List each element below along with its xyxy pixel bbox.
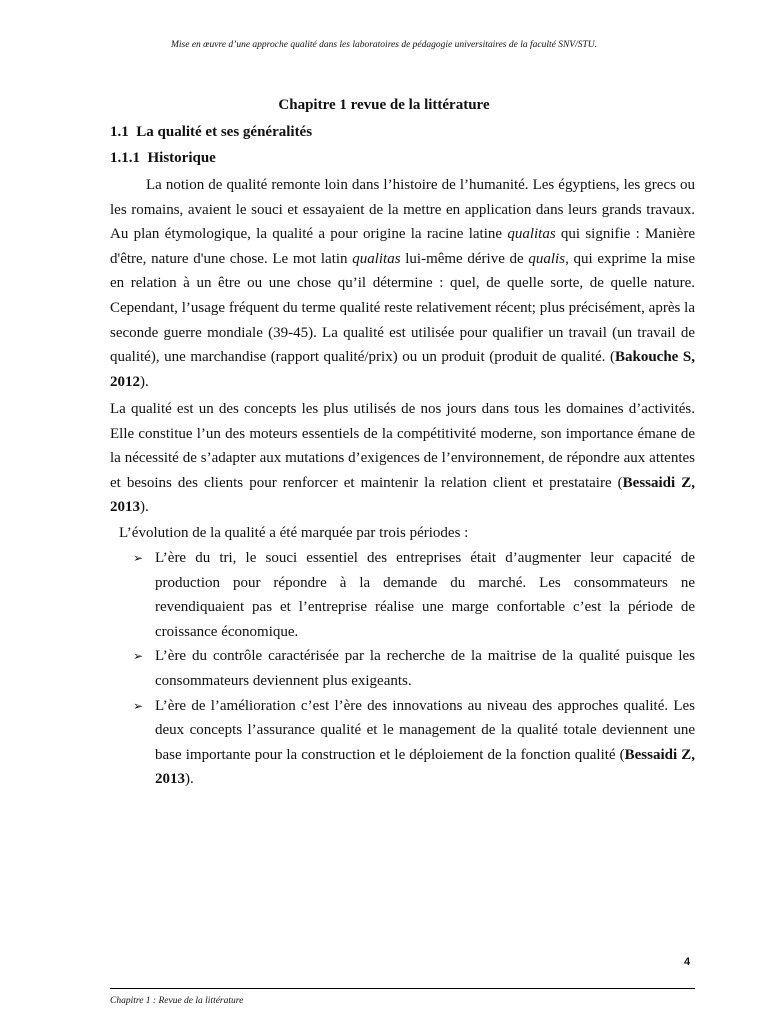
latin-term: qualitas — [352, 250, 401, 267]
text-run: lui-même dérive de — [400, 250, 529, 267]
list-item — [132, 644, 695, 693]
paragraph-historique — [110, 173, 695, 394]
periods-list — [132, 546, 695, 792]
section-title: La qualité et ses généralités — [136, 124, 313, 140]
list-item — [132, 546, 695, 644]
footer-divider — [110, 988, 695, 989]
text-run: qui signifie : Manière d'être, nature d'une chose. Le mot latin — [110, 226, 695, 267]
text-run: ). — [140, 373, 149, 390]
latin-term: qualitas — [507, 226, 556, 243]
paragraph-concept — [110, 397, 695, 520]
text-run: ). — [140, 499, 149, 516]
arrow-bullet-icon: ➢ — [133, 698, 144, 713]
subsection-number: 1.1.1 — [110, 150, 140, 166]
list-item-text: L’ère de l’amélioration c’est l’ère des innovations au niveau des approches qualité. Les deux concepts l’assurance qualité et le management de la qualité totale deviennent une base importante pour la construction et le déploiement de la fonction qualité ( — [155, 697, 695, 763]
text-run: ). — [185, 771, 194, 788]
list-item-text: L’ère du contrôle caractérisée par la recherche de la maitrise de la qualité puisque les consommateurs deviennent plus exigeants. — [155, 648, 695, 689]
page-number: 4 — [684, 956, 691, 968]
text-run: La notion de qualité remonte loin dans l’histoire de l’humanité. Les égyptiens, les grecs ou les romains, avaient le souci et essayaient de la mettre en application dans leurs grands travaux. Au plan étymologique, la qualité a pour origine la racine latine — [110, 177, 695, 243]
running-footer: Chapitre 1 : Revue de la littérature — [110, 996, 244, 1006]
list-item-text: L’ère du tri, le souci essentiel des entreprises était d’augmenter leur capacité de production pour répondre à la demande du marché. Les consommateurs ne revendiquaient pas et l’entreprise réalise une marge confortable c’est la période de croissance économique. — [155, 550, 695, 640]
arrow-bullet-icon: ➢ — [133, 551, 144, 565]
running-header: Mise en œuvre d’une approche qualité dans les laboratoires de pédagogie universitaires de la faculté SNV/STU. — [170, 40, 598, 50]
chapter-title: Chapitre 1 revue de la littérature — [278, 97, 490, 113]
subsection-title: Historique — [147, 150, 216, 166]
citation: Bakouche S, 2012 — [110, 349, 695, 390]
section-number: 1.1 — [110, 124, 129, 140]
latin-term: qualis — [528, 250, 566, 267]
arrow-bullet-icon: ➢ — [133, 649, 144, 664]
citation: Bessaidi Z, 2013 — [155, 746, 695, 788]
periods-intro: L’évolution de la qualité a été marquée par trois périodes : — [119, 525, 469, 541]
text-run: , qui exprime la mise en relation à un être ou une chose qu’il détermine : quel, de quelle sorte, de quelle nature. Cependant, l’usage fréquent du terme qualité reste relativement récent; plus précisément, après la seconde guerre mondiale (39-45). La qualité est utilisée pour qualifier un travail (un travail de qualité), une marchandise (rapport qualité/prix) ou un produit (produit de qualité. ( — [110, 250, 695, 366]
section-heading — [110, 124, 312, 141]
paragraph-body — [110, 173, 695, 394]
text-run: La qualité est un des concepts les plus utilisés de nos jours dans tous les domaines d’activités. Elle constitue l’un des moteurs essentiels de la compétitivité moderne, son importance émane de la nécessité de s’adapter aux mutations d’exigences de l’environnement, de répondre aux attentes et besoins des clients pour renforcer et maintenir la relation client et prestataire ( — [110, 401, 695, 491]
list-item — [132, 694, 695, 792]
citation: Bessaidi Z, 2013 — [110, 474, 695, 516]
subsection-heading — [110, 150, 216, 167]
